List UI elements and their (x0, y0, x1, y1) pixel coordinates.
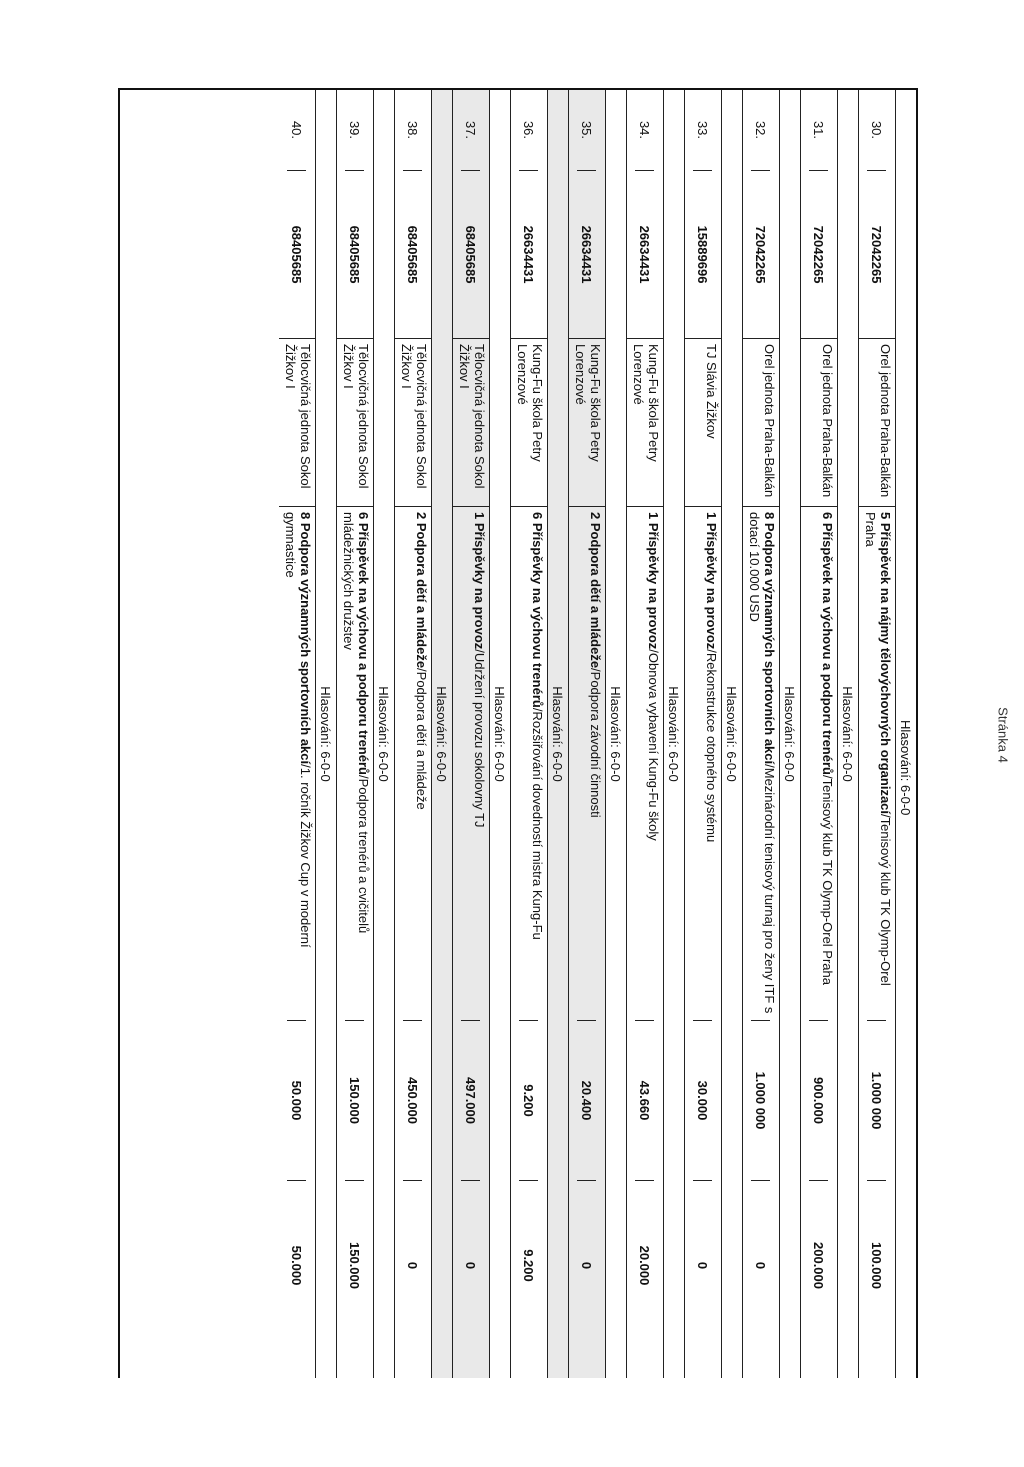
vote-row-top (895, 90, 916, 1378)
vote-row (721, 90, 742, 1378)
project-name: /Tenisový klub TK Olymp-Orel Praha (820, 774, 835, 985)
vote-text: Hlasování: 6-0-0 (608, 686, 624, 782)
ico-cell: 68405685 (404, 170, 423, 338)
project-name: /Udržení provozu sokolovny TJ (472, 649, 487, 828)
ico-cell: 72042265 (810, 170, 829, 338)
row-number: 33. (695, 120, 711, 140)
approved-amount: 0 (694, 1180, 713, 1350)
applicant-name: Kung-Fu škola Petry Lorenzové (627, 338, 663, 506)
vote-row (431, 90, 452, 1378)
project-description (627, 506, 663, 1020)
vote-text: Hlasování: 6-0-0 (724, 686, 740, 782)
program-title: 6 Příspěvek na výchovu a podporu trenérů (356, 512, 371, 775)
applicant-name: Tělocvičná jednota Sokol Žižkov I (337, 338, 373, 506)
vote-text: Hlasování: 6-0-0 (666, 686, 682, 782)
applicant-name: Orel jednota Praha-Balkán (859, 338, 895, 506)
approved-amount: 100.000 (868, 1180, 887, 1350)
ico-cell: 68405685 (462, 170, 481, 338)
table-row (452, 90, 489, 1378)
table-row (279, 90, 315, 1378)
requested-amount: 43.660 (636, 1020, 655, 1180)
requested-amount: 20.400 (578, 1020, 597, 1180)
project-description (801, 506, 837, 1020)
applicant-name: Orel jednota Praha-Balkán (801, 338, 837, 506)
project-name: /Podpora závodní činnosti (588, 668, 603, 818)
program-title: 8 Podpora významných sportovních akcí (762, 512, 777, 765)
vote-text: Hlasování: 6-0-0 (898, 720, 914, 816)
vote-row (605, 90, 626, 1378)
table-row (394, 90, 431, 1378)
applicant-name: TJ Slávia Žižkov (685, 338, 721, 506)
approved-amount: 50.000 (288, 1180, 307, 1350)
row-number: 30. (869, 120, 885, 140)
project-name: /Obnova vybavení Kung-Fu školy (646, 649, 661, 841)
project-name: /Tenisový klub TK Olymp-Orel Praha (863, 512, 893, 986)
requested-amount: 9.200 (520, 1020, 539, 1180)
program-title: 2 Podpora dětí a mládeže (414, 512, 429, 669)
vote-text: Hlasování: 6-0-0 (550, 686, 566, 782)
page-footer: Stránka 4 (995, 707, 1011, 763)
project-description (279, 506, 315, 1020)
project-name: /Podpora trenérů a cvičitelů mládežnických družstev (341, 512, 371, 934)
project-description (685, 506, 721, 1020)
applicant-name: Kung-Fu škola Petry Lorenzové (511, 338, 547, 506)
requested-amount: 900.000 (810, 1020, 829, 1180)
row-number: 36. (521, 120, 537, 140)
vote-row (837, 90, 858, 1378)
applicant-name: Tělocvičná jednota Sokol Žižkov I (453, 338, 489, 506)
applicant-name: Orel jednota Praha-Balkán (743, 338, 779, 506)
vote-row (547, 90, 568, 1378)
row-number: 37. (463, 120, 479, 140)
vote-text: Hlasování: 6-0-0 (434, 686, 450, 782)
applicant-name: Tělocvičná jednota Sokol Žižkov I (279, 338, 315, 506)
table-row (858, 90, 895, 1378)
table-row (626, 90, 663, 1378)
ico-cell: 72042265 (752, 170, 771, 338)
vote-text: Hlasování: 6-0-0 (492, 686, 508, 782)
ico-cell: 26634431 (520, 170, 539, 338)
requested-amount: 150.000 (346, 1020, 365, 1180)
ico-cell: 68405685 (288, 170, 307, 338)
ico-cell: 26634431 (636, 170, 655, 338)
vote-row (779, 90, 800, 1378)
table-row (510, 90, 547, 1378)
program-title: 5 Příspěvek na nájmy tělovýchovných organizací (878, 512, 893, 815)
requested-amount: 450.000 (404, 1020, 423, 1180)
program-title: 1 Příspěvky na provoz (472, 512, 487, 650)
vote-row (489, 90, 510, 1378)
approved-amount: 0 (404, 1180, 423, 1350)
vote-text: Hlasování: 6-0-0 (318, 686, 334, 782)
ico-cell: 26634431 (578, 170, 597, 338)
approved-amount: 0 (578, 1180, 597, 1350)
approved-amount: 9.200 (520, 1180, 539, 1350)
table-row (742, 90, 779, 1378)
project-description (743, 506, 779, 1020)
row-number: 35. (579, 120, 595, 140)
row-number: 38. (405, 120, 421, 140)
table-row (336, 90, 373, 1378)
row-number: 34. (637, 120, 653, 140)
vote-row (315, 90, 336, 1378)
project-name: /1. ročník Žižkov Cup v moderní gymnastice (283, 512, 313, 948)
program-title: 1 Příspěvky na provoz (704, 512, 719, 650)
program-title: 1 Příspěvky na provoz (646, 512, 661, 650)
vote-text: Hlasování: 6-0-0 (782, 686, 798, 782)
vote-row (663, 90, 684, 1378)
project-name: /Rekonstrukce otopného systému (704, 649, 719, 843)
row-number: 39. (347, 120, 363, 140)
program-title: 8 Podpora významných sportovních akcí (298, 512, 313, 765)
approved-amount: 150.000 (346, 1180, 365, 1350)
vote-row (373, 90, 394, 1378)
approved-amount: 0 (752, 1180, 771, 1350)
table-row (684, 90, 721, 1378)
rotated-page (118, 88, 918, 1378)
project-description (511, 506, 547, 1020)
project-name: /Rozšiřování dovedností mistra Kung-Fu (530, 707, 545, 940)
ico-cell: 72042265 (868, 170, 887, 338)
project-description (337, 506, 373, 1020)
project-name: /Mezinárodní tenisový turnaj pro ženy ITF s dotací 10.000 USD (747, 512, 777, 1014)
approved-amount: 200.000 (810, 1180, 829, 1350)
table-row (568, 90, 605, 1378)
vote-text: Hlasování: 6-0-0 (376, 686, 392, 782)
approved-amount: 20.000 (636, 1180, 655, 1350)
project-description (859, 506, 895, 1020)
ico-cell: 68405685 (346, 170, 365, 338)
row-number: 32. (753, 120, 769, 140)
table-row (800, 90, 837, 1378)
vote-text: Hlasování: 6-0-0 (840, 686, 856, 782)
row-number: 40. (289, 120, 305, 140)
row-number: 31. (811, 120, 827, 140)
approved-amount: 0 (462, 1180, 481, 1350)
ico-cell: 15889696 (694, 170, 713, 338)
project-description (453, 506, 489, 1020)
applicant-name: Tělocvičná jednota Sokol Žižkov I (395, 338, 431, 506)
program-title: 6 Příspěvek na výchovu a podporu trenérů (820, 512, 835, 775)
requested-amount: 497.000 (462, 1020, 481, 1180)
requested-amount: 1.000 000 (752, 1020, 771, 1180)
applicant-name: Kung-Fu škola Petry Lorenzové (569, 338, 605, 506)
project-description (395, 506, 431, 1020)
program-title: 6 Příspěvky na výchovu trenérů (530, 512, 545, 708)
project-description (569, 506, 605, 1020)
requested-amount: 30.000 (694, 1020, 713, 1180)
requested-amount: 50.000 (288, 1020, 307, 1180)
requested-amount: 1.000 000 (868, 1020, 887, 1180)
program-title: 2 Podpora dětí a mládeže (588, 512, 603, 669)
project-name: /Podpora dětí a mládeže (414, 668, 429, 810)
grant-table (118, 88, 918, 1378)
